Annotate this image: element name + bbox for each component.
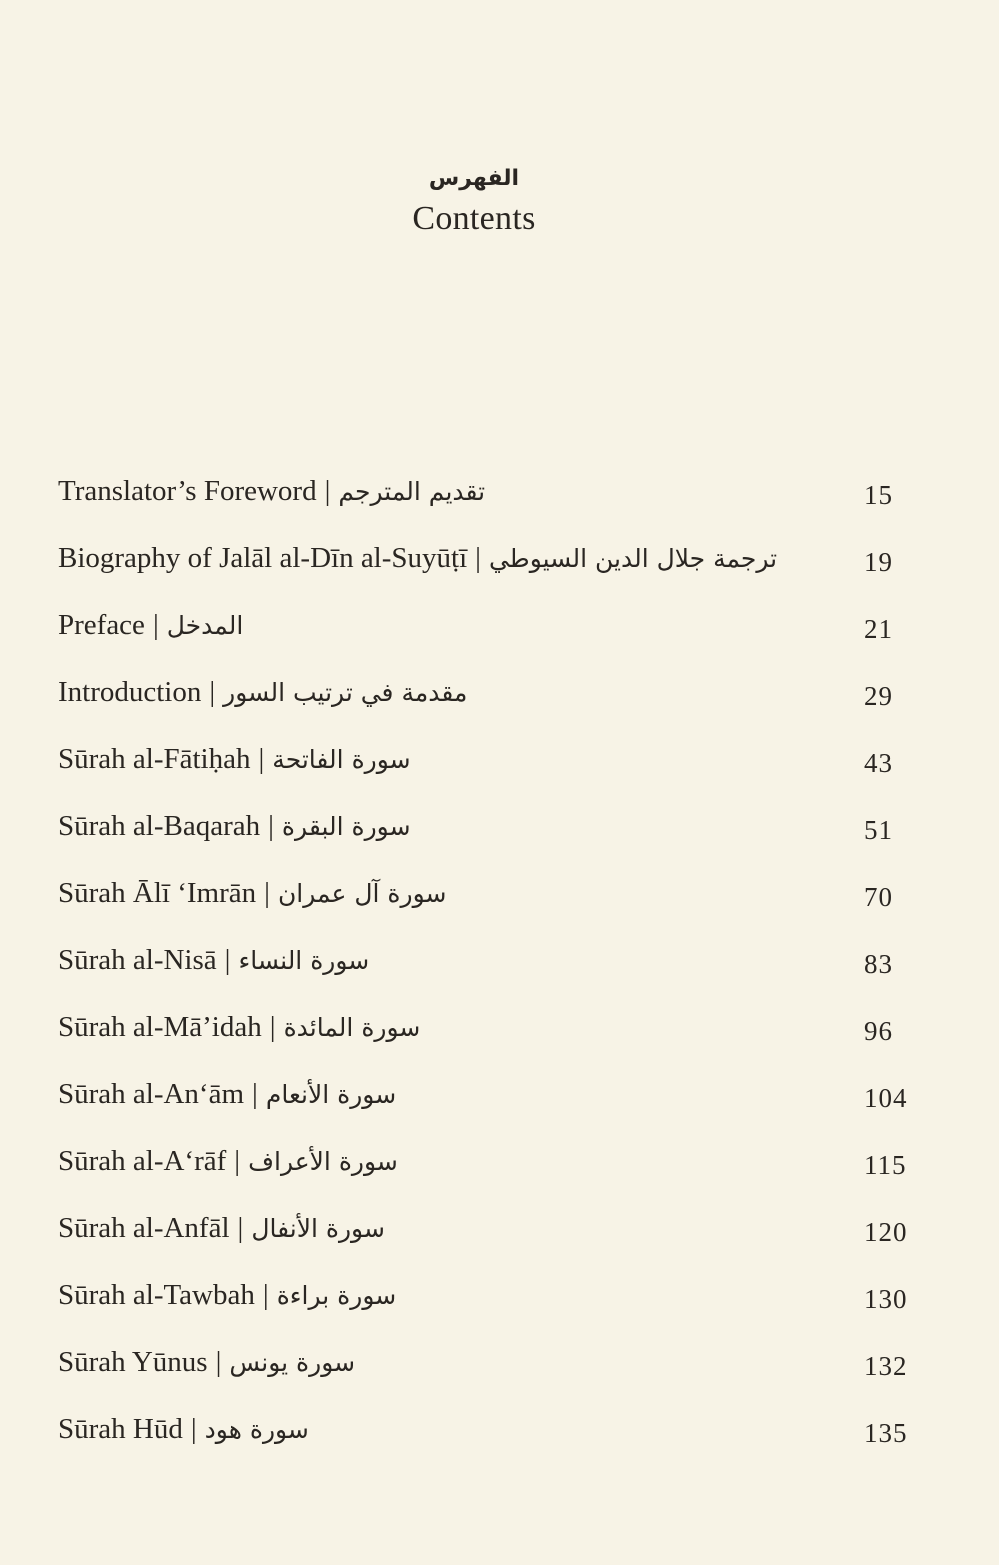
title-separator: | — [264, 877, 270, 909]
toc-entry-page-number: 15 — [864, 480, 893, 510]
toc-entry-title-arabic: مقدمة في ترتيب السور — [223, 678, 468, 707]
toc-entry-title — [58, 1408, 309, 1451]
toc-entry-page-number: 43 — [864, 748, 893, 778]
toc-entry-title — [58, 1140, 398, 1183]
title-separator: | — [252, 1078, 258, 1110]
toc-entry-title-english: Sūrah al-A‘rāf — [58, 1145, 227, 1177]
toc-entry-title-english: Sūrah al-Tawbah — [58, 1279, 255, 1311]
toc-entry-title-arabic: سورة براءة — [276, 1281, 397, 1310]
toc-entry-title — [58, 1006, 420, 1049]
contents-heading: Contents — [412, 200, 536, 237]
title-separator: | — [269, 1011, 276, 1043]
title-separator: | — [268, 810, 274, 842]
toc-entry-title-arabic: سورة الأعراف — [248, 1147, 398, 1176]
title-separator: | — [224, 944, 231, 976]
toc-entry[interactable] — [0, 1341, 999, 1391]
toc-entry-page-number: 19 — [864, 547, 893, 577]
toc-entry[interactable] — [0, 1140, 999, 1190]
toc-entry-title-english: Sūrah Hūd — [58, 1413, 183, 1445]
toc-entry-title-english: Sūrah al-Mā’idah — [58, 1011, 262, 1043]
toc-entry[interactable] — [0, 470, 999, 520]
title-separator: | — [190, 1413, 197, 1445]
toc-entry-title — [58, 1207, 385, 1250]
toc-entry-title-arabic: سورة آل عمران — [277, 879, 447, 908]
toc-entry-title — [58, 1274, 396, 1317]
title-separator: | — [324, 475, 331, 507]
toc-entry-title-english: Sūrah al-Anfāl — [58, 1212, 230, 1244]
toc-entry-title — [58, 671, 467, 714]
toc-entry-title-arabic: سورة الفاتحة — [272, 745, 411, 774]
toc-entry-title-arabic: سورة الأنعام — [265, 1080, 397, 1109]
title-separator: | — [152, 609, 159, 641]
toc-entry-title-english: Sūrah al-An‘ām — [58, 1078, 245, 1110]
title-separator: | — [215, 1346, 222, 1378]
toc-entry-page-number: 51 — [864, 815, 893, 845]
toc-entry-page-number: 83 — [864, 949, 893, 979]
toc-entry[interactable] — [0, 939, 999, 989]
toc-entry-title — [58, 1341, 355, 1384]
contents-heading-arabic: الفهرس — [428, 166, 520, 191]
toc-entry-page-number: 104 — [864, 1083, 908, 1113]
toc-entry-title-arabic: سورة هود — [204, 1415, 309, 1444]
toc-entry[interactable] — [0, 671, 999, 721]
toc-entry[interactable] — [0, 805, 999, 855]
toc-entry-title — [58, 738, 411, 781]
toc-entry-title-arabic: ترجمة جلال الدين السيوطي — [488, 544, 778, 573]
toc-entry[interactable] — [0, 872, 999, 922]
toc-entry-title-english: Translator’s Foreword — [58, 475, 317, 507]
toc-entry-page-number: 130 — [864, 1284, 908, 1314]
title-separator: | — [262, 1279, 269, 1311]
toc-entry-title-english: Sūrah al-Baqarah — [58, 810, 261, 842]
toc-entry-page-number: 135 — [864, 1418, 908, 1448]
toc-entry-title-english: Introduction — [58, 676, 202, 708]
toc-entry[interactable] — [0, 1006, 999, 1056]
title-separator: | — [234, 1145, 241, 1177]
toc-entry-title-arabic: سورة الأنفال — [251, 1214, 385, 1243]
toc-entry-title — [58, 805, 411, 848]
toc-entry[interactable] — [0, 738, 999, 788]
toc-entry-title — [58, 537, 777, 580]
toc-entry-page-number: 115 — [864, 1150, 907, 1180]
toc-entry[interactable] — [0, 1274, 999, 1324]
toc-entry[interactable] — [0, 1073, 999, 1123]
toc-entry-title-english: Sūrah al-Fātiḥah — [58, 743, 251, 775]
toc-entry-title — [58, 939, 369, 982]
toc-entry-title — [58, 1073, 396, 1116]
toc-entry-page-number: 96 — [864, 1016, 893, 1046]
toc-entry-title-english: Sūrah Yūnus — [58, 1346, 208, 1378]
toc-entry-title-english: Preface — [58, 609, 145, 641]
title-separator: | — [475, 542, 481, 574]
toc-entry-title-english: Sūrah al-Nisā — [58, 944, 217, 976]
toc-entry-title-english: Sūrah Ālī ‘Imrān — [58, 877, 257, 909]
toc-entry-title-arabic: تقديم المترجم — [338, 477, 486, 506]
toc-entry[interactable] — [0, 1207, 999, 1257]
toc-entry[interactable] — [0, 604, 999, 654]
title-separator: | — [258, 743, 265, 775]
toc-entry[interactable] — [0, 1408, 999, 1458]
title-separator: | — [237, 1212, 244, 1244]
toc-entry-title-arabic: سورة المائدة — [283, 1013, 421, 1042]
toc-entry-title — [58, 604, 243, 647]
toc-entry-title-arabic: سورة النساء — [238, 946, 370, 975]
title-separator: | — [209, 676, 216, 708]
toc-entry-page-number: 132 — [864, 1351, 908, 1381]
toc-entry-title-english: Biography of Jalāl al-Dīn al-Suyūṭī — [58, 542, 468, 574]
toc-entry-page-number: 120 — [864, 1217, 908, 1247]
toc-entry-title-arabic: سورة البقرة — [281, 812, 411, 841]
toc-entry-title — [58, 872, 446, 915]
toc-entry-page-number: 21 — [864, 614, 893, 644]
toc-entry-page-number: 70 — [864, 882, 893, 912]
toc-entry-page-number: 29 — [864, 681, 893, 711]
toc-entry-title — [58, 470, 485, 513]
toc-entry-title-arabic: سورة يونس — [229, 1348, 356, 1377]
toc-entry-title-arabic: المدخل — [166, 611, 244, 640]
toc-entry[interactable] — [0, 537, 999, 587]
